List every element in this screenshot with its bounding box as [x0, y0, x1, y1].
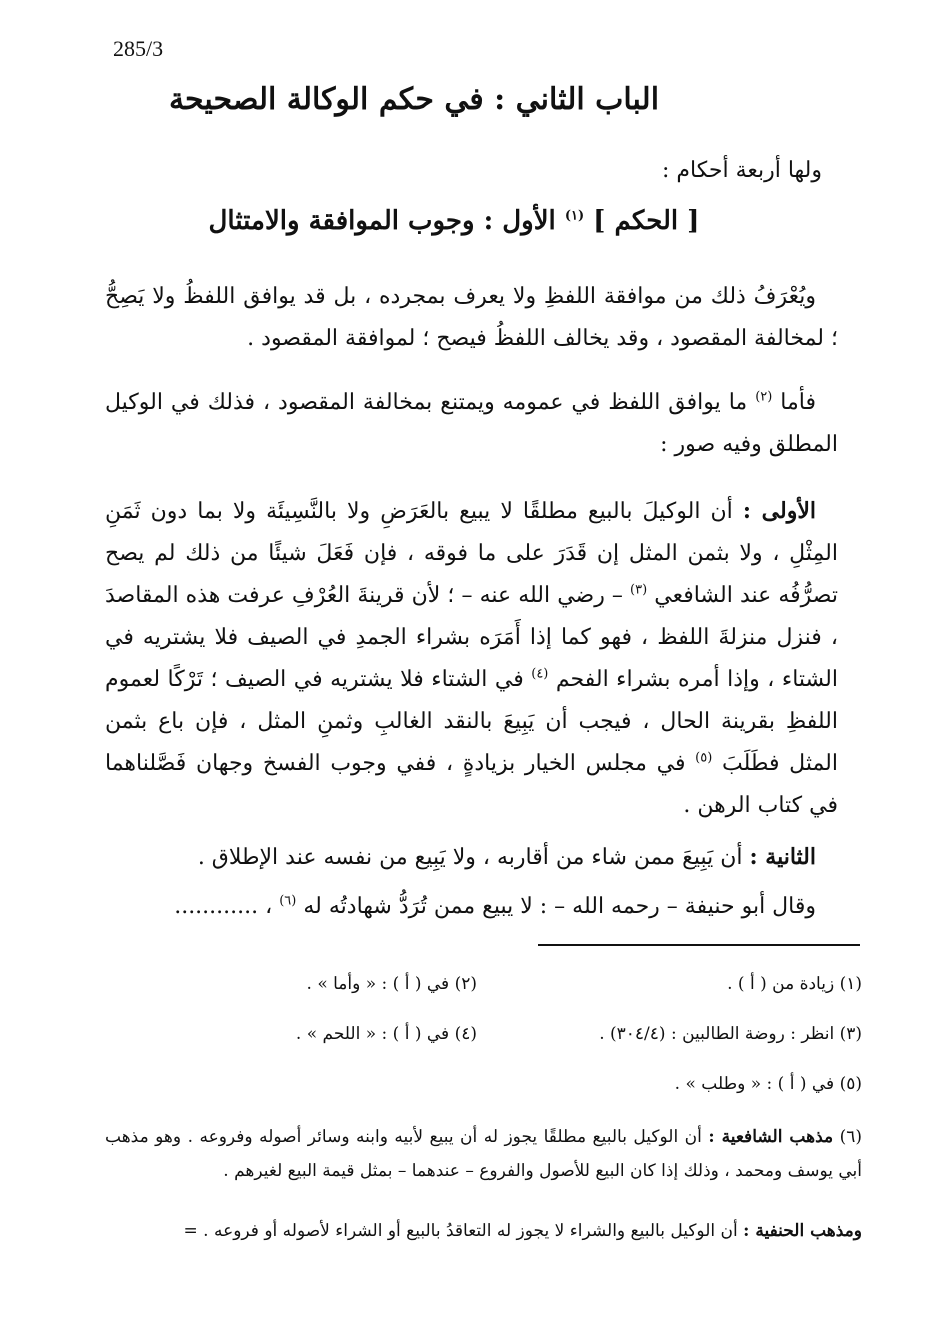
paragraph-4	[105, 836, 838, 879]
footnote-6-text: أن الوكيل بالبيع مطلقًا يجوز له أن يبيع لأبيه وابنه وسائر أصوله وفروعه . وهو مذهب أبي يوسف ومحمد ، وذلك إذا كان البيع للأصول والفروع – عندهما – بمثل قيمة البيع لغيرهم .	[105, 1127, 862, 1181]
footnote-ref: (٦)	[279, 893, 297, 909]
chapter-title: الباب الثاني : في حكم الوكالة الصحيحة	[168, 82, 660, 117]
footnote-6-continued	[105, 1214, 862, 1248]
case-label-first: الأولى :	[742, 498, 817, 524]
paragraph-3	[105, 490, 838, 827]
footnote-separator	[538, 944, 860, 946]
paragraph-3-text-a: أن الوكيلَ بالبيع مطلقًا لا يبيع بالعَرَضِ ولا بالنَّسِيئَة ولا بما دون ثَمَنِ المِثْلِ ، ولا بثمن المثل إن قَدَرَ على ما فوقه ، فإن فَعَلَ شيئًا من ذلك لم يصح تصرُّفُه عند الشافعي	[105, 499, 839, 608]
page-number: 285/3	[113, 36, 164, 61]
intro-line: ولها أربعة أحكام :	[661, 158, 822, 183]
paragraph-3-text-d: في مجلس الخيار بزيادةٍ ، ففي وجوب الفسخ وجهان فَصَّلناهما في كتاب الرهن .	[105, 751, 838, 818]
rule-heading-part2: الأول : وجوب الموافقة والامتثال	[208, 206, 556, 236]
footnote-ref: (٤)	[531, 666, 549, 682]
footnote-row	[105, 1024, 862, 1054]
footnote-5: (٥) في ( أ ) : « وطلب » .	[674, 1074, 862, 1094]
footnote-row	[105, 1074, 862, 1104]
footnote-4: (٤) في ( أ ) : « اللحم » .	[295, 1024, 477, 1044]
footnote-6	[105, 1120, 862, 1188]
paragraph-5-text-b: ، ............	[174, 894, 273, 919]
footnote-ref: (١)	[564, 208, 585, 224]
paragraph-1: ويُعْرَفُ ذلك من موافقة اللفظِ ولا يعرف بمجرده ، بل قد يوافق اللفظُ ولا يَصِحُّ ؛ لمخالفة المقصود ، وقد يخالف اللفظُ فيصح ؛ لموافقة المقصود .	[105, 284, 838, 351]
footnote-1: (١) زيادة من ( أ ) .	[727, 974, 862, 994]
paragraph-2-start: فأما	[780, 390, 817, 415]
footnote-ref: (٣)	[630, 582, 648, 598]
paragraph-5-text-a: وقال أبو حنيفة – رحمه الله – : لا يبيع ممن تُرَدُّ شهادتُه له	[303, 894, 816, 919]
footnote-row	[105, 974, 862, 1004]
footnote-6-lead: مذهب الشافعية :	[708, 1127, 834, 1147]
footnote-7-lead: ومذهب الحنفية :	[743, 1221, 862, 1241]
footnote-6-number: (٦)	[839, 1127, 862, 1147]
paragraph-4-text: أن يَبِيعَ ممن شاء من أقاربه ، ولا يَبِيع من نفسه عند الإطلاق .	[197, 845, 743, 870]
paragraph-5	[105, 886, 838, 928]
footnote-2: (٢) في ( أ ) : « وأما » .	[306, 974, 477, 994]
paragraph-2-text: ما يوافق اللفظ في عمومه ويمتنع بمخالفة المقصود ، فذلك في الوكيل المطلق وفيه صور :	[105, 390, 838, 457]
footnote-ref: (٥)	[695, 750, 713, 766]
rule-heading-part1: [ الحكم ]	[593, 206, 700, 236]
paragraph-3-text-c: في الشتاء فلا يشتريه في الصيف ؛ تَرْكًا لعموم اللفظِ بقرينة الحال ، فيجب أن يَبِيعَ بالنقد الغالبِ وثمنِ المثل ، فإن باع بثمن المثل فطَلَبَ	[105, 667, 838, 776]
footnote-3: (٣) انظر : روضة الطالبين : (٣٠٤/٤) .	[599, 1024, 862, 1044]
rule-heading	[200, 206, 708, 236]
footnote-7-text: أن الوكيل بالبيع والشراء لا يجوز له التعاقدُ بالبيع أو الشراء لأصوله أو فروعه . =	[183, 1221, 738, 1241]
case-label-second: الثانية :	[749, 844, 816, 870]
paragraph-2	[105, 382, 838, 466]
paragraph-3-text-b: – رضي الله عنه – ؛ لأن قرينةَ العُرْفِ عرفت هذه المقاصدَ ، فنزل منزلةَ اللفظ ، فهو كما إذا أَمَرَه بشراء الجمدِ في الصيف فلا يشتريه في الشتاء ، وإذا أمره بشراء الفحم	[105, 583, 838, 692]
footnote-ref: (٢)	[755, 389, 773, 405]
